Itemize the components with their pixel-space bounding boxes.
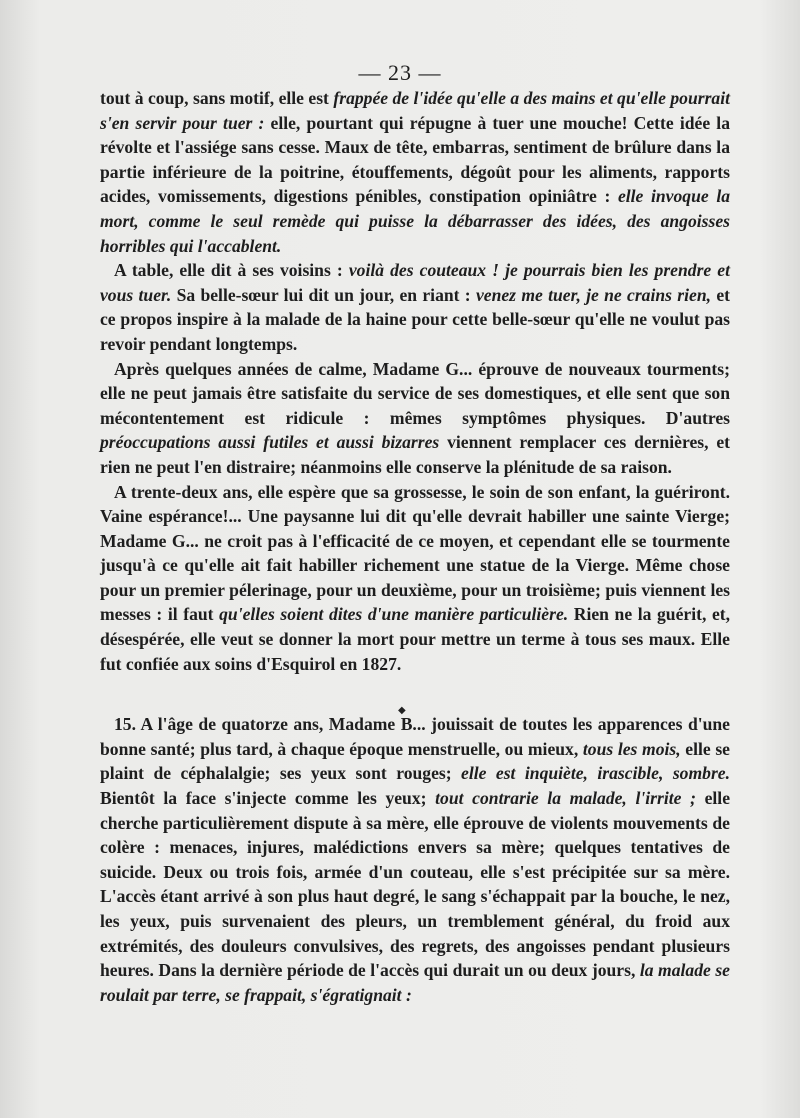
paragraph <box>100 86 730 258</box>
italic-run: qu'elles soient dites d'une manière particulière. <box>219 604 569 625</box>
paragraph <box>100 712 730 1007</box>
text-run: A trente-deux ans, elle espère que sa grossesse, le soin de son enfant, la guériront. Vaine espérance!... Une paysanne lui dit qu'elle devrait habiller une sainte Vierge; Madame G... ne croit pas à l'efficacité de ce moyen, et cependant elle se tourmente jusqu'à ce qu'elle ait fait habiller richement une statue de la Vierge. Même chose pour un premier pélerinage, pour un deuxième, pour un troisième; puis viennent les messes : il faut <box>100 481 730 625</box>
page-number: — 23 — <box>358 60 442 85</box>
italic-run: frappée de l'idée qu'elle a des mains et qu'elle pourrait s'en servir pour tuer : <box>100 88 730 133</box>
ink-mark: ◆ <box>398 705 406 716</box>
italic-run: tous les mois, <box>582 738 681 759</box>
italic-run: venez me tuer, je ne crains rien, <box>475 284 712 305</box>
text-run: viennent remplacer ces dernières, et rien ne peut l'en distraire; néanmoins elle conserve la plénitude de sa raison. <box>100 432 730 477</box>
italic-run: elle invoque la mort, comme le seul remède qui puisse la débarrasser des idées, des angoisses horribles qui l'accablent. <box>100 186 731 256</box>
text-run: elle se plaint de céphalalgie; ses yeux sont rouges; <box>100 738 730 784</box>
paragraph <box>100 258 730 356</box>
italic-run: tout contrarie la malade, l'irrite ; <box>435 788 696 809</box>
text-run: Après quelques années de calme, Madame G... éprouve de nouveaux tourments; elle ne peut jamais être satisfaite du service de ses domestiques, et elle sent que son mécontentement est ridicule : mêmes symptômes physiques. D'autres <box>100 358 730 428</box>
italic-run: la malade se roulait par terre, se frappait, s'égratignait : <box>100 960 730 1005</box>
paragraph <box>100 480 730 677</box>
text-run: A table, elle dit à ses voisins : <box>114 260 349 281</box>
text-run: elle, pourtant qui répugne à tuer une mouche! Cette idée la révolte et l'assiége sans cesse. Maux de tête, embarras, sentiment de brûlure dans la partie inférieure de la poitrine, étouffements, dégoût pour les aliments, rapports acides, vomissements, digestions pénibles, constipation opiniâtre : <box>100 112 730 207</box>
italic-run: préoccupations aussi futiles et aussi bizarres <box>100 432 440 453</box>
body-text <box>100 86 730 1007</box>
italic-run: elle est inquiète, irascible, sombre. <box>461 763 730 784</box>
text-run: Bientôt la face s'injecte comme les yeux; <box>100 788 436 809</box>
text-run: 15. A l'âge de quatorze ans, Madame B... jouissait de toutes les apparences d'une bonne santé; plus tard, à chaque époque menstruelle, ou mieux, <box>100 714 730 759</box>
text-run: Rien ne la guérit, et, désespérée, elle veut se donner la mort pour mettre un terme à tous ses maux. Elle fut confiée aux soins d'Esquirol en 1827. <box>100 604 731 674</box>
paragraph <box>100 357 730 480</box>
italic-run: voilà des couteaux ! je pourrais bien les prendre et vous tuer. <box>100 260 731 305</box>
text-run: Sa belle-sœur lui dit un jour, en riant : <box>171 284 476 305</box>
text-run: tout à coup, sans motif, elle est <box>100 88 334 108</box>
text-run: et ce propos inspire à la malade de la haine pour cette belle-sœur qu'elle ne voulut pas revoir pendant longtemps. <box>100 284 730 354</box>
text-run: elle cherche particulièrement dispute à sa mère, elle éprouve de violents mouvements de colère : menaces, injures, malédictions envers sa mère; quelques tentatives de suicide. Deux ou trois fois, armée d'un couteau, elle s'est précipitée sur sa mère. L'accès étant arrivé à son plus haut degré, le sang s'échappait par la bouche, le nez, les yeux, puis survenaient des pleurs, un tremblement général, du froid aux extrémités, des douleurs convulsives, des regrets, des angoisses pendant plusieurs heures. Dans la dernière période de l'accès qui durait un ou deux jours, <box>100 788 731 981</box>
